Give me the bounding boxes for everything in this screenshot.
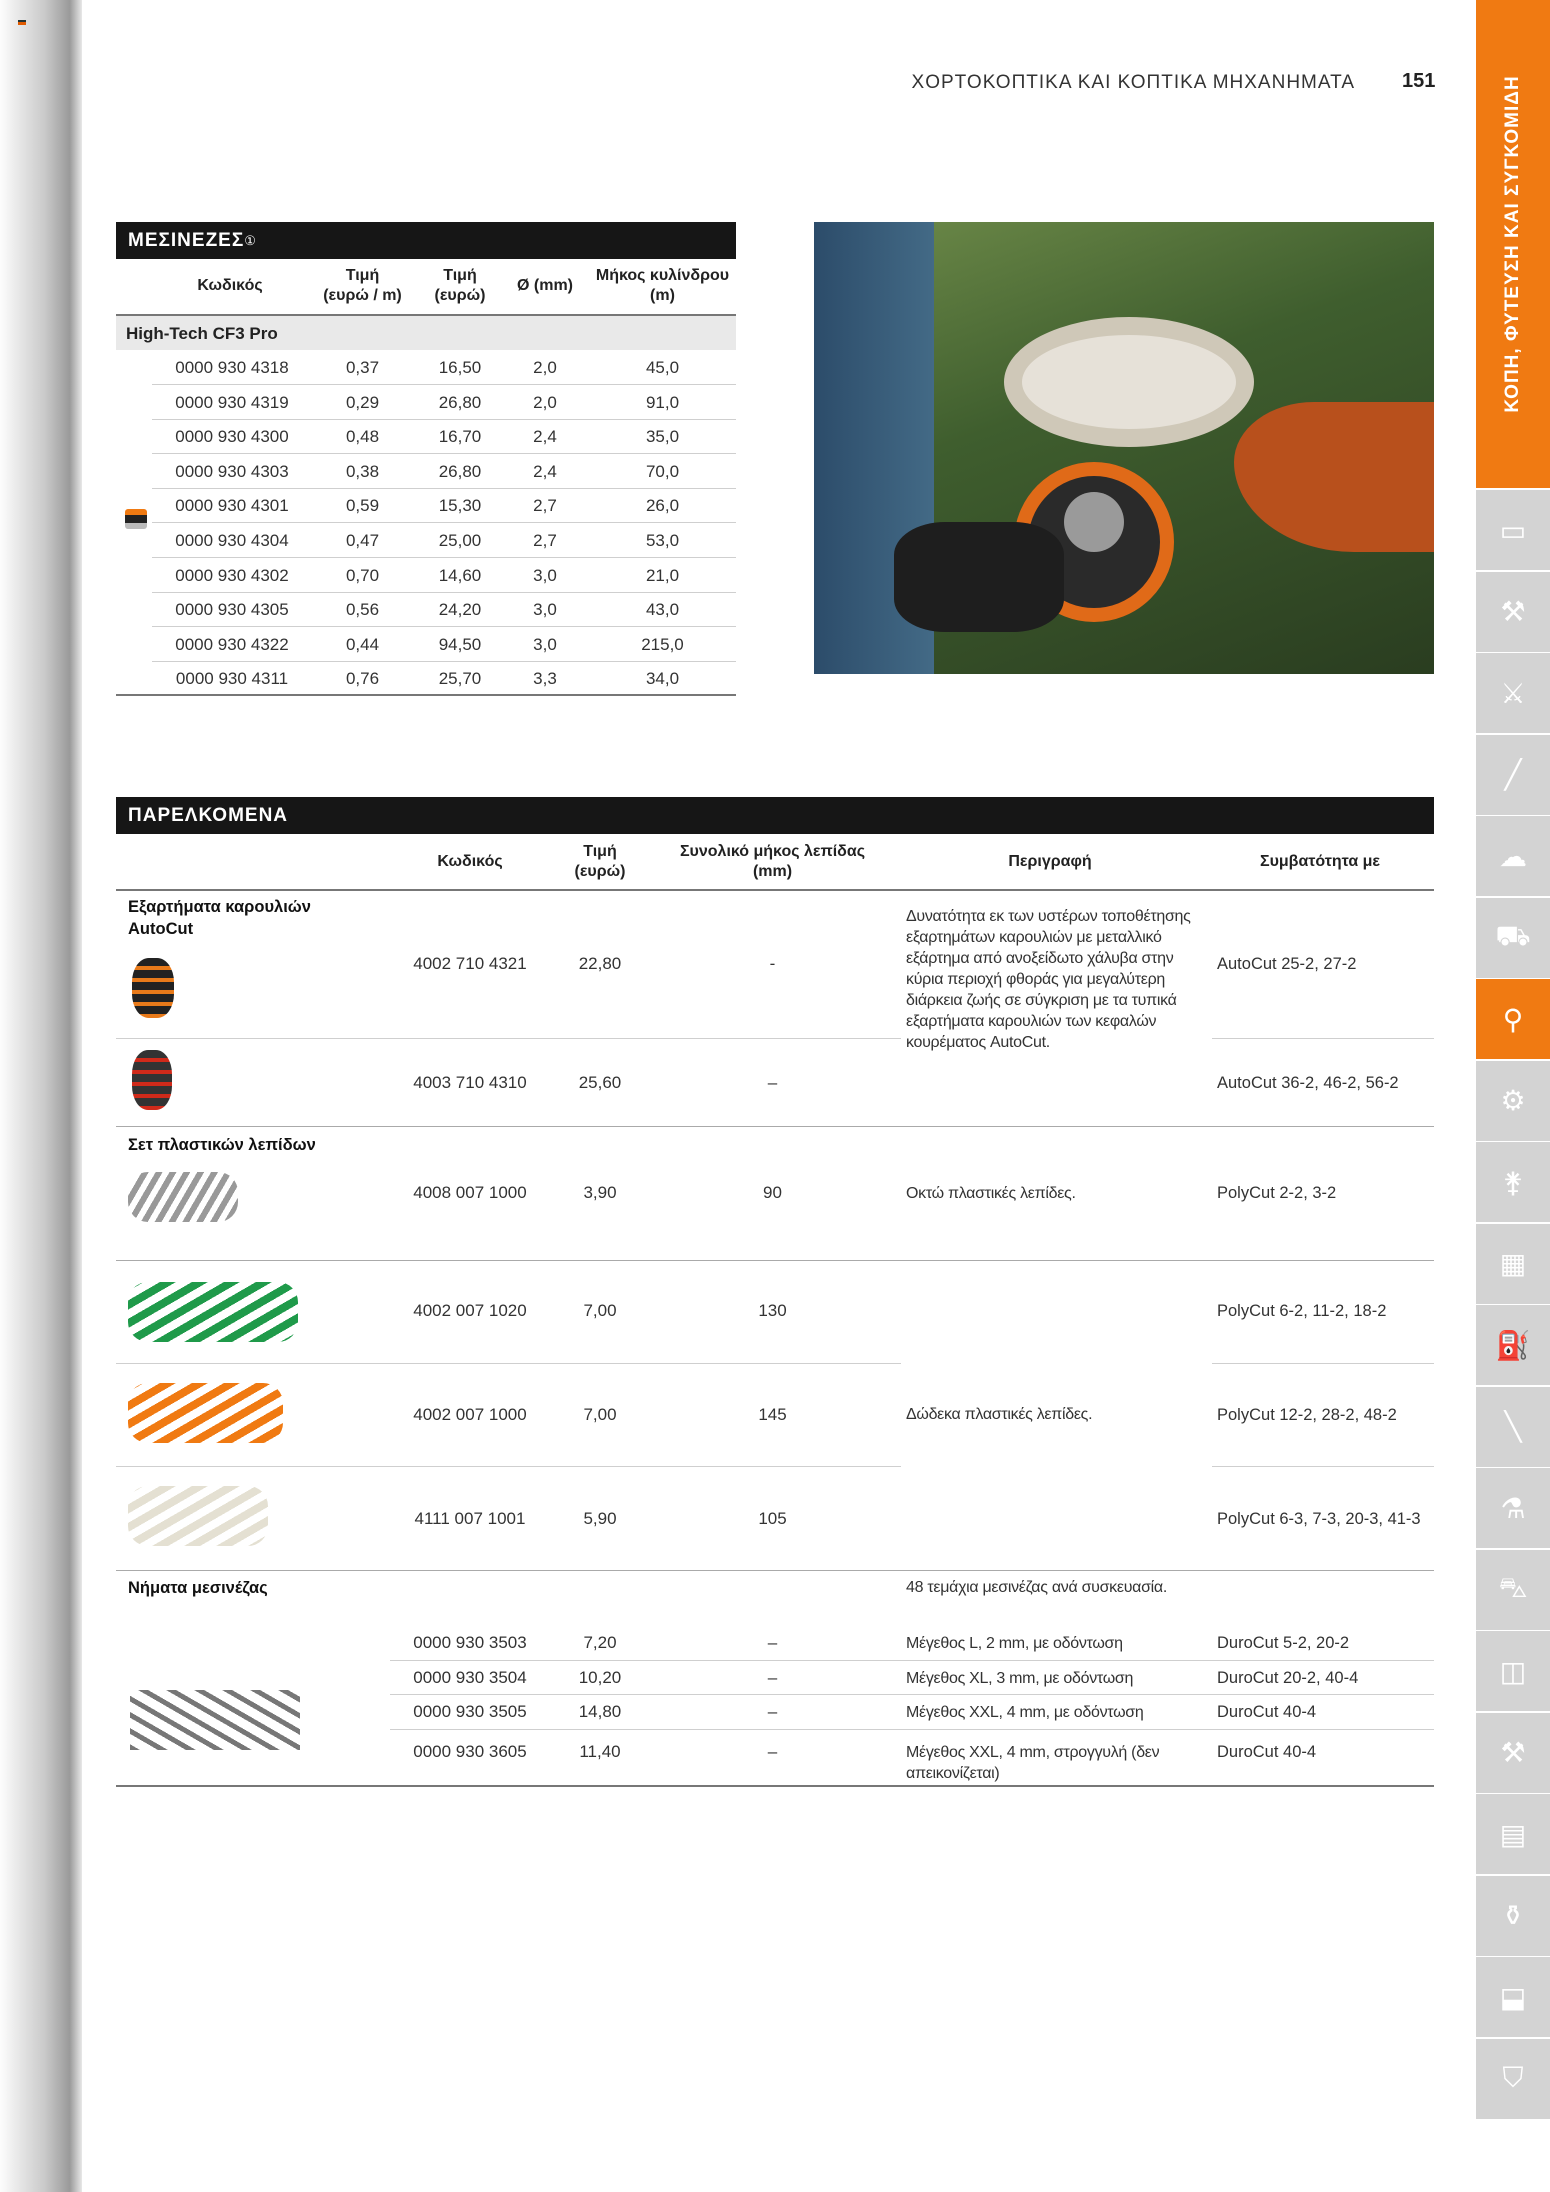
col-compat: Συμβατότητα με (1259, 853, 1381, 870)
sidebar-tile-vacuum[interactable] (1476, 1468, 1550, 1548)
group-plastic-blades: Σετ πλαστικών λεπίδων (128, 1136, 316, 1154)
plastic-blades-orange-image (128, 1383, 283, 1443)
price: 16,50 (438, 358, 482, 377)
compatibility: DuroCut 5-2, 20-2 (1217, 1634, 1350, 1652)
length: 21,0 (645, 565, 680, 585)
sidebar-title: ΚΟΠΗ, ΦΥΤΕΥΣΗ ΚΑΙ ΣΥΓΚΟΜΙΔΗ (1502, 75, 1523, 413)
price-per-m: 0,76 (345, 669, 380, 689)
sidebar-tile-axe[interactable] (1476, 1713, 1550, 1793)
code: 4002 007 1020 (413, 1301, 527, 1320)
price-per-m: 0,47 (345, 531, 380, 550)
blade-length: – (767, 1073, 778, 1092)
code: 0000 930 4300 (175, 427, 289, 447)
col-code: Κωδικός (437, 853, 503, 870)
table-row (152, 558, 736, 592)
col-price: Τιμή (ευρώ) (434, 267, 486, 304)
price: 5,90 (583, 1509, 617, 1528)
price-per-m: 0,70 (345, 565, 380, 585)
diameter: 3,0 (533, 600, 557, 620)
sidebar-active-category[interactable] (1476, 0, 1550, 488)
length: 215,0 (641, 634, 684, 654)
col-diameter: Ø (mm) (517, 277, 573, 294)
col-price: Τιμή (ευρώ) (574, 843, 626, 880)
blade-length: 105 (758, 1509, 787, 1528)
sidebar-tile-battery[interactable] (1476, 490, 1550, 570)
price-per-m: 0,44 (345, 634, 380, 654)
trimmer-lines-title-bar (116, 222, 736, 259)
spool-icon (125, 509, 147, 531)
table-row (152, 419, 736, 453)
length: 26,0 (645, 496, 680, 516)
flag-mark (18, 20, 26, 25)
shirt-icon: ⛉ (1502, 2062, 1524, 2093)
length: 43,0 (645, 600, 680, 620)
sidebar-tile-toolbox[interactable] (1476, 1957, 1550, 2037)
generator-icon: ▦ (1499, 1248, 1527, 1279)
length: 70,0 (645, 461, 680, 481)
sidebar-tile-auger[interactable] (1476, 1142, 1550, 1222)
compatibility: PolyCut 6-2, 11-2, 18-2 (1217, 1302, 1387, 1320)
col-code: Κωδικός (197, 277, 263, 294)
plastic-blades-white-image (128, 1486, 268, 1546)
footnote-mark: ① (244, 232, 257, 248)
sidebar-tile-sprayer[interactable] (1476, 1305, 1550, 1385)
table-row (152, 523, 736, 557)
price-per-m: 0,56 (345, 600, 380, 620)
blade-length: – (767, 1742, 778, 1761)
sidebar-tile-wheelbarrow[interactable] (1476, 1550, 1550, 1630)
compatibility: PolyCut 12-2, 28-2, 48-2 (1217, 1406, 1397, 1424)
sidebar-tile-chainsaw[interactable] (1476, 572, 1550, 652)
col-description: Περιγραφή (1008, 853, 1092, 870)
price: 14,80 (578, 1702, 622, 1721)
section-title: ΧΟΡΤΟΚΟΠΤΙΚΑ ΚΑΙ ΚΟΠΤΙΚΑ ΜΗΧΑΝΗΜΑΤΑ (911, 72, 1355, 93)
code: 4002 710 4321 (413, 954, 527, 973)
diameter: 2,4 (533, 461, 557, 481)
code: 0000 930 3505 (413, 1702, 527, 1721)
sidebar-tile-blower[interactable] (1476, 816, 1550, 896)
sidebar-tile-shirt[interactable] (1476, 2039, 1550, 2119)
diameter: 2,4 (533, 427, 557, 447)
col-price-per-m: Τιμή (ευρώ / m) (323, 267, 402, 304)
price: 25,60 (578, 1073, 622, 1092)
group-row: High-Tech CF3 Pro (116, 316, 736, 350)
code: 0000 930 4302 (175, 565, 289, 585)
compatibility: PolyCut 2-2, 3-2 (1217, 1184, 1337, 1202)
description: Μέγεθος L, 2 mm, με οδόντωση (906, 1635, 1123, 1652)
price: 7,00 (583, 1301, 617, 1320)
blower-icon: ☁ (1499, 840, 1527, 872)
vacuum-icon: ⚗ (1500, 1492, 1526, 1524)
sidebar-tile-generator[interactable] (1476, 1224, 1550, 1304)
compatibility: DuroCut 40-4 (1217, 1743, 1317, 1761)
spray-bottle-icon: ⚱ (1501, 1900, 1525, 1931)
length: 53,0 (645, 531, 680, 550)
diameter: 2,7 (533, 496, 557, 516)
code: 0000 930 4304 (175, 531, 289, 550)
price-per-m: 0,38 (345, 461, 380, 481)
hedge-trimmer-icon: ⚔ (1500, 677, 1526, 709)
table-row (152, 350, 736, 384)
compatibility: DuroCut 20-2, 40-4 (1217, 1669, 1359, 1687)
page-edge-shadow (0, 0, 82, 2192)
sidebar-tile-lawn-mower[interactable] (1476, 898, 1550, 978)
blade-length: - (769, 954, 776, 973)
autocut-orange-image (132, 958, 174, 1018)
code: 0000 930 3503 (413, 1633, 527, 1652)
diameter: 3,0 (533, 634, 557, 654)
diameter: 3,0 (533, 565, 557, 585)
code: 0000 930 4311 (175, 669, 289, 689)
blade-length: – (767, 1668, 778, 1687)
price: 25,70 (438, 669, 482, 689)
compatibility: AutoCut 36-2, 46-2, 56-2 (1217, 1074, 1399, 1092)
price: 11,40 (579, 1742, 621, 1761)
price: 24,20 (438, 600, 482, 620)
table-row (152, 488, 736, 522)
thread-inserts-image (130, 1690, 300, 1750)
price-per-m: 0,29 (345, 392, 380, 412)
group-threads: Νήματα μεσινέζας (128, 1579, 268, 1597)
diameter: 2,7 (533, 531, 557, 550)
chainsaw-icon: ⚒ (1500, 596, 1526, 627)
table-row (152, 661, 736, 695)
table-title: ΜΕΣΙΝΕΖΕΣ (128, 229, 245, 251)
price: 25,00 (438, 531, 482, 550)
battery-icon: ▭ (1499, 514, 1527, 546)
code: 4002 007 1000 (413, 1405, 527, 1424)
product-photo (814, 222, 1434, 674)
accessories-title-bar (116, 797, 1434, 834)
table-row (152, 385, 736, 419)
price: 7,00 (583, 1405, 617, 1424)
price: 26,80 (438, 392, 482, 412)
axe-icon: ⚒ (1500, 1737, 1526, 1768)
autocut-description: Δυνατότητα εκ των υστέρων τοποθέτησης εξαρτημάτων καρουλιών με μεταλλικό εξάρτημα από ανοξείδωτο χάλυβα στην κύρια περιοχή φθοράς για μεγαλύτερη διάρκεια ζωής σε σύγκριση με τα τυπικά εξαρτήματα καρουλιών των κεφαλών κουρέματος AutoCut. (906, 908, 1191, 1051)
table-title: ΠΑΡΕΛΚΟΜΕΝΑ (128, 804, 289, 826)
sidebar-tile-storage[interactable] (1476, 1794, 1550, 1874)
blade-length: 130 (758, 1301, 787, 1320)
compatibility: AutoCut 25-2, 27-2 (1217, 955, 1357, 973)
table-row (152, 592, 736, 626)
wheelbarrow-icon: ⛍ (1498, 1571, 1528, 1603)
price: 14,60 (438, 565, 482, 585)
price: 7,20 (583, 1633, 617, 1652)
sidebar-tile-brushcutter[interactable] (1476, 979, 1550, 1059)
code: 4111 007 1001 (414, 1509, 526, 1528)
table-row (152, 627, 736, 661)
length: 34,0 (645, 669, 680, 689)
trimmer-icon: ╲ (1504, 1411, 1522, 1442)
length: 45,0 (645, 358, 680, 377)
price: 10,20 (578, 1668, 622, 1687)
threads-description: 48 τεμάχια μεσινέζας ανά συσκευασία. (906, 1579, 1168, 1596)
storage-icon: ▤ (1499, 1818, 1527, 1850)
code: 0000 930 4319 (175, 392, 289, 412)
plastic-blades-green-image (128, 1282, 298, 1342)
code: 0000 930 4305 (175, 600, 289, 620)
code: 0000 930 3504 (413, 1668, 527, 1687)
sidebar-tile-pole-pruner[interactable] (1476, 735, 1550, 815)
sidebar-tile-tiller[interactable] (1476, 1061, 1550, 1141)
description: Οκτώ πλαστικές λεπίδες. (906, 1185, 1076, 1202)
plastic-blades-gray-image (128, 1172, 238, 1222)
price: 94,50 (438, 634, 482, 654)
toolbox-icon: ⬓ (1499, 1981, 1527, 2013)
price-per-m: 0,59 (345, 496, 380, 516)
code: 4003 710 4310 (413, 1073, 527, 1092)
dozen-description: Δώδεκα πλαστικές λεπίδες. (906, 1406, 1093, 1423)
sidebar-tile-trimmer[interactable] (1476, 1387, 1550, 1467)
description: Μέγεθος XL, 3 mm, με οδόντωση (906, 1670, 1134, 1687)
code: 0000 930 3605 (413, 1742, 527, 1761)
sidebar-tile-jacket[interactable] (1476, 1631, 1550, 1711)
brushcutter-icon: ⚲ (1502, 1003, 1524, 1035)
sprayer-icon: ⛽ (1495, 1329, 1531, 1361)
blade-length: – (767, 1702, 778, 1721)
col-length: Μήκος κυλίνδρου (m) (595, 267, 730, 304)
description: Μέγεθος XXL, 4 mm, στρογγυλή (δεν απεικονίζεται) (906, 1744, 1160, 1782)
length: 91,0 (645, 392, 680, 412)
description: Μέγεθος XXL, 4 mm, με οδόντωση (906, 1704, 1144, 1721)
code: 0000 930 4303 (175, 461, 289, 481)
sidebar-tile-hedge-trimmer[interactable] (1476, 653, 1550, 733)
pole-pruner-icon: ╱ (1504, 759, 1522, 790)
diameter: 2,0 (533, 358, 557, 377)
length: 35,0 (645, 427, 680, 447)
price: 26,80 (438, 461, 482, 481)
diameter: 3,3 (533, 669, 557, 689)
price: 22,80 (578, 954, 622, 973)
category-sidebar (1476, 0, 1550, 2192)
lawn-mower-icon: ⛟ (1495, 919, 1531, 951)
blade-length: 90 (763, 1183, 782, 1202)
code: 0000 930 4318 (175, 358, 289, 377)
page-number: 151 (1402, 70, 1436, 92)
blade-length: 145 (758, 1405, 787, 1424)
blade-length: – (767, 1633, 778, 1652)
code: 0000 930 4322 (175, 634, 289, 654)
compatibility: DuroCut 40-4 (1217, 1703, 1317, 1721)
code: 0000 930 4301 (175, 496, 289, 516)
jacket-icon: ◫ (1499, 1655, 1527, 1687)
diameter: 2,0 (533, 392, 557, 412)
col-blade-length: Συνολικό μήκος λεπίδας (mm) (679, 843, 866, 880)
price-per-m: 0,37 (345, 358, 380, 377)
code: 4008 007 1000 (413, 1183, 527, 1202)
price: 15,30 (438, 496, 482, 516)
price: 3,90 (583, 1183, 617, 1202)
table-row (152, 454, 736, 488)
group-autocut: Εξαρτήματα καρουλιών AutoCut (128, 898, 311, 938)
tiller-icon: ⚙ (1500, 1085, 1526, 1116)
auger-icon: ⚵ (1502, 1166, 1524, 1198)
autocut-red-image (132, 1050, 172, 1110)
sidebar-tile-spray-bottle[interactable] (1476, 1876, 1550, 1956)
price-per-m: 0,48 (345, 427, 380, 447)
price: 16,70 (438, 427, 482, 447)
compatibility: PolyCut 6-3, 7-3, 20-3, 41-3 (1217, 1510, 1421, 1528)
